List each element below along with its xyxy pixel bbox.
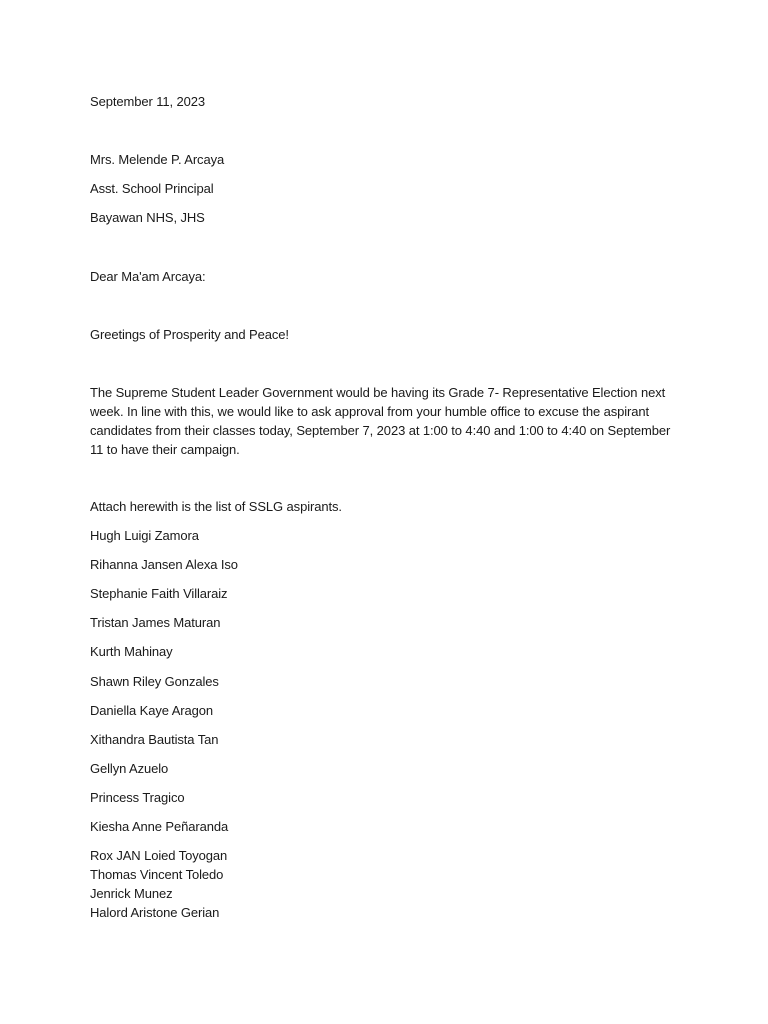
- body-paragraph: [90, 383, 670, 459]
- aspirant-name: Hugh Luigi Zamora: [90, 528, 199, 543]
- aspirant-name: Rihanna Jansen Alexa Iso: [90, 557, 238, 572]
- aspirant-name: Daniella Kaye Aragon: [90, 703, 214, 718]
- aspirant-name: Kurth Mahinay: [90, 644, 173, 659]
- recipient-name: Mrs. Melende P. Arcaya: [90, 152, 225, 167]
- greeting: Greetings of Prosperity and Peace!: [90, 327, 289, 342]
- aspirant-name: Gellyn Azuelo: [90, 761, 169, 776]
- aspirant-name: Xithandra Bautista Tan: [90, 732, 219, 747]
- salutation: Dear Ma'am Arcaya:: [90, 269, 206, 284]
- body-line: week. In line with this, we would like to ask approval from your humble office to excuse the aspirant: [90, 404, 650, 419]
- recipient-position: Asst. School Principal: [90, 181, 214, 196]
- body-line: The Supreme Student Leader Government would be having its Grade 7- Representative Election next: [90, 385, 666, 400]
- aspirant-name: Kiesha Anne Peñaranda: [90, 819, 229, 834]
- aspirant-name: Jenrick Munez: [90, 886, 173, 901]
- aspirant-name: Princess Tragico: [90, 790, 185, 805]
- body-line: candidates from their classes today, September 7, 2023 at 1:00 to 4:40 and 1:00 to 4:40 on September: [90, 423, 671, 438]
- body-line: 11 to have their campaign.: [90, 442, 240, 457]
- aspirant-name: Thomas Vincent Toledo: [90, 867, 224, 882]
- aspirant-name: Rox JAN Loied Toyogan: [90, 848, 228, 863]
- letter-date: September 11, 2023: [90, 94, 206, 109]
- aspirant-name: Halord Aristone Gerian: [90, 905, 220, 920]
- aspirant-name: Tristan James Maturan: [90, 615, 221, 630]
- aspirant-name: Shawn Riley Gonzales: [90, 674, 219, 689]
- recipient-school: Bayawan NHS, JHS: [90, 210, 205, 225]
- aspirant-name: Stephanie Faith Villaraiz: [90, 586, 228, 601]
- attachment-note: Attach herewith is the list of SSLG aspirants.: [90, 499, 342, 514]
